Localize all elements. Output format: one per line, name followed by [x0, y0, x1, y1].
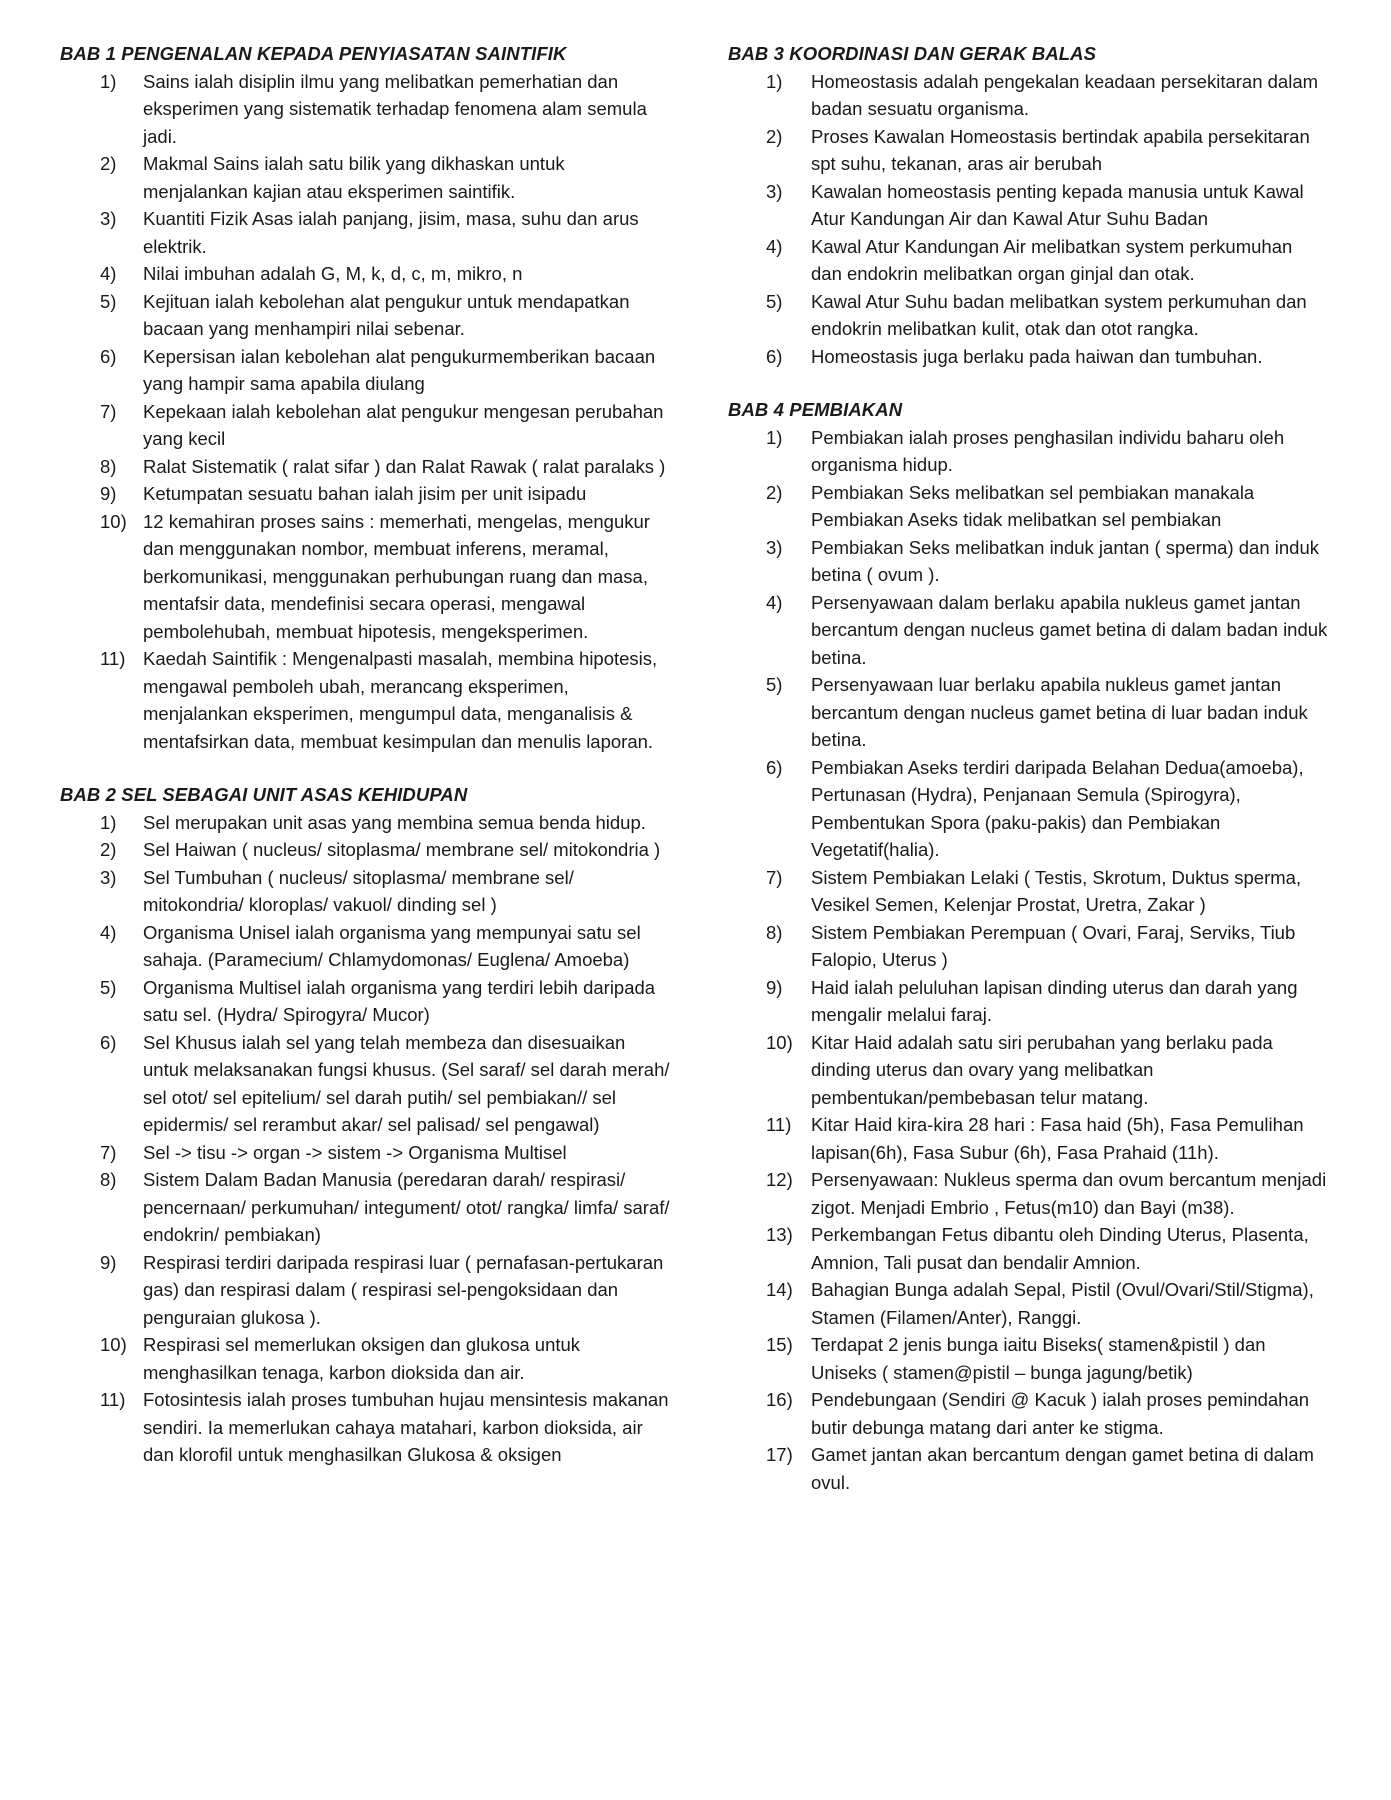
item-text: Sel merupakan unit asas yang membina semua benda hidup.: [143, 811, 646, 833]
chapter-section: [60, 781, 670, 1469]
item-text: Kawal Atur Suhu badan melibatkan system perkumuhan dan endokrin melibatkan kulit, otak dan otot rangka.: [811, 290, 1307, 339]
item-number: 3): [100, 866, 117, 888]
list-item: [60, 68, 670, 151]
list-item: [60, 508, 670, 646]
item-text: Pembiakan Seks melibatkan sel pembiakan manakala Pembiakan Aseks tidak melibatkan sel pembiakan: [811, 481, 1255, 530]
list-item: [728, 1166, 1328, 1221]
list-item: [60, 864, 670, 919]
list-item: [728, 671, 1328, 754]
list-item: [60, 398, 670, 453]
item-text: Sel Haiwan ( nucleus/ sitoplasma/ membrane sel/ mitokondria ): [143, 839, 661, 860]
item-number: 3): [766, 180, 783, 202]
item-number: 9): [100, 1251, 117, 1273]
chapter-section: [60, 40, 670, 755]
chapter-list: [728, 68, 1328, 371]
item-text: Organisma Multisel ialah organisma yang terdiri lebih daripada satu sel. (Hydra/ Spirogyra/ Mucor): [143, 976, 656, 1025]
list-item: [728, 974, 1328, 1029]
list-item: [60, 1386, 670, 1469]
item-number: 17): [766, 1444, 793, 1465]
item-number: 5): [100, 976, 117, 998]
item-number: 14): [766, 1279, 793, 1300]
item-number: 13): [766, 1224, 793, 1245]
list-item: [728, 233, 1328, 288]
list-item: [60, 1139, 670, 1167]
item-text: Persenyawaan: Nukleus sperma dan ovum bercantum menjadi zigot. Menjadi Embrio , Fetus(m10) dan Bayi (m38).: [811, 1169, 1327, 1218]
list-item: [728, 343, 1328, 371]
item-text: Fotosintesis ialah proses tumbuhan hujau mensintesis makanan sendiri. Ia memerlukan cahaya matahari, karbon dioksida, air dan klorofil untuk menghasilkan Glukosa & oksigen: [143, 1389, 669, 1465]
item-number: 10): [100, 510, 127, 532]
list-item: [728, 479, 1328, 534]
list-item: [60, 1166, 670, 1249]
item-text: Sel Tumbuhan ( nucleus/ sitoplasma/ membrane sel/ mitokondria/ kloroplas/ vakuol/ dinding sel ): [143, 866, 574, 915]
list-item: [728, 1441, 1328, 1496]
item-number: 9): [766, 976, 783, 998]
item-number: 4): [766, 591, 783, 613]
item-number: 7): [100, 400, 117, 422]
item-number: 4): [766, 235, 783, 257]
item-text: Kitar Haid kira-kira 28 hari : Fasa haid (5h), Fasa Pemulihan lapisan(6h), Fasa Subur (6h), Fasa Prahaid (11h).: [811, 1114, 1304, 1163]
item-text: Haid ialah peluluhan lapisan dinding uterus dan darah yang mengalir melalui faraj.: [811, 976, 1298, 1025]
chapter-list: [60, 68, 670, 756]
list-item: [60, 1029, 670, 1139]
item-number: 2): [100, 153, 117, 174]
item-number: 1): [766, 70, 783, 92]
list-item: [60, 205, 670, 260]
item-number: 11): [766, 1114, 792, 1135]
item-text: Respirasi terdiri daripada respirasi luar ( pernafasan-pertukaran gas) dan respirasi dalam ( respirasi sel-pengoksidaan dan penguraian glukosa ).: [143, 1251, 664, 1328]
chapter-title: BAB 2 SEL SEBAGAI UNIT ASAS KEHIDUPAN: [60, 784, 468, 805]
item-text: Ketumpatan sesuatu bahan ialah jisim per unit isipadu: [143, 483, 587, 504]
item-text: Pembiakan Aseks terdiri daripada Belahan Dedua(amoeba), Pertunasan (Hydra), Penjanaan Semula (Spirogyra), Pembentukan Spora (paku-pakis) dan Pembiakan Vegetatif(halia).: [811, 756, 1304, 860]
item-text: Kepekaan ialah kebolehan alat pengukur mengesan perubahan yang kecil: [143, 400, 664, 449]
item-number: 1): [100, 811, 117, 833]
list-item: [728, 1221, 1328, 1276]
item-number: 2): [100, 839, 117, 860]
list-item: [728, 1111, 1328, 1166]
list-item: [60, 974, 670, 1029]
list-item: [728, 1029, 1328, 1112]
list-item: [728, 919, 1328, 974]
item-number: 5): [766, 674, 783, 695]
item-text: Sistem Dalam Badan Manusia (peredaran darah/ respirasi/ pencernaan/ perkumuhan/ integument/ otot/ rangka/ limfa/ saraf/ endokrin/ pembiakan): [143, 1169, 670, 1245]
item-number: 10): [100, 1334, 127, 1355]
item-text: Ralat Sistematik ( ralat sifar ) dan Ralat Rawak ( ralat paralaks ): [143, 455, 666, 477]
item-text: Pembiakan ialah proses penghasilan individu baharu oleh organisma hidup.: [811, 426, 1285, 475]
list-item: [728, 589, 1328, 672]
chapter-section: [728, 40, 1328, 370]
item-number: 11): [100, 1389, 126, 1410]
list-item: [60, 1331, 670, 1386]
list-item: [728, 1276, 1328, 1331]
item-text: Sel Khusus ialah sel yang telah membeza dan disesuaikan untuk melaksanakan fungsi khusus. (Sel saraf/ sel darah merah/ sel otot/ sel epitelium/ sel darah putih/ sel pembiakan// sel epidermis/ sel rerambut akar/ sel palisad/ sel pengawal): [143, 1031, 670, 1135]
item-number: 8): [100, 1169, 117, 1190]
list-item: [728, 68, 1328, 123]
item-number: 9): [100, 483, 117, 504]
chapter-section: [728, 396, 1328, 1496]
item-number: 7): [100, 1141, 117, 1163]
item-number: 8): [100, 455, 117, 477]
item-text: Pendebungaan (Sendiri @ Kacuk ) ialah proses pemindahan butir debunga matang dari anter ke stigma.: [811, 1389, 1310, 1438]
list-item: [60, 1249, 670, 1332]
list-item: [728, 288, 1328, 343]
list-item: [60, 645, 670, 755]
list-item: [60, 809, 670, 837]
item-number: 12): [766, 1169, 793, 1190]
list-item: [728, 1331, 1328, 1386]
list-item: [60, 480, 670, 508]
list-item: [728, 754, 1328, 864]
item-text: Kawalan homeostasis penting kepada manusia untuk Kawal Atur Kandungan Air dan Kawal Atur Suhu Badan: [811, 180, 1304, 229]
item-number: 3): [100, 208, 117, 229]
item-number: 5): [766, 290, 783, 312]
item-text: Respirasi sel memerlukan oksigen dan glukosa untuk menghasilkan tenaga, karbon dioksida dan air.: [143, 1334, 581, 1383]
left-column: [60, 40, 670, 1800]
item-text: Homeostasis juga berlaku pada haiwan dan tumbuhan.: [811, 345, 1263, 367]
item-text: 12 kemahiran proses sains : memerhati, mengelas, mengukur dan menggunakan nombor, membuat inferens, meramal, berkomunikasi, menggunakan perhubungan ruang dan masa, mentafsir data, mendefinisi secara operasi, mengawal pembolehubah, membuat hipotesis, mengeksperimen.: [143, 510, 650, 642]
chapter-title: BAB 3 KOORDINASI DAN GERAK BALAS: [728, 43, 1097, 64]
item-number: 4): [100, 263, 117, 284]
item-text: Sistem Pembiakan Lelaki ( Testis, Skrotum, Duktus sperma, Vesikel Semen, Kelenjar Prostat, Uretra, Zakar ): [811, 866, 1302, 915]
list-item: [728, 123, 1328, 178]
item-text: Pembiakan Seks melibatkan induk jantan ( sperma) dan induk betina ( ovum ).: [811, 536, 1320, 585]
item-text: Bahagian Bunga adalah Sepal, Pistil (Ovul/Ovari/Stil/Stigma), Stamen (Filamen/Anter), Ranggi.: [811, 1279, 1314, 1328]
item-text: Homeostasis adalah pengekalan keadaan persekitaran dalam badan sesuatu organisma.: [811, 70, 1319, 119]
item-text: Sains ialah disiplin ilmu yang melibatkan pemerhatian dan eksperimen yang sistematik terhadap fenomena alam semula jadi.: [143, 70, 647, 147]
item-number: 1): [766, 426, 783, 448]
list-item: [728, 1386, 1328, 1441]
item-text: Persenyawaan dalam berlaku apabila nukleus gamet jantan bercantum dengan nucleus gamet betina di dalam badan induk betina.: [811, 591, 1328, 668]
list-item: [728, 424, 1328, 479]
list-item: [60, 150, 670, 205]
item-number: 6): [766, 756, 783, 778]
item-number: 2): [766, 481, 783, 503]
item-number: 4): [100, 921, 117, 943]
item-text: Perkembangan Fetus dibantu oleh Dinding Uterus, Plasenta, Amnion, Tali pusat dan bendalir Amnion.: [811, 1224, 1309, 1273]
chapter-list: [728, 424, 1328, 1497]
item-text: Makmal Sains ialah satu bilik yang dikhaskan untuk menjalankan kajian atau eksperimen saintifik.: [143, 153, 565, 202]
right-column: [728, 40, 1328, 1800]
item-text: Kaedah Saintifik : Mengenalpasti masalah, membina hipotesis, mengawal pemboleh ubah, merancang eksperimen, menjalankan eksperimen, mengumpul data, menganalisis & mentafsirkan data, membuat kesimpulan dan menulis laporan.: [143, 648, 658, 752]
list-item: [728, 534, 1328, 589]
item-text: Kitar Haid adalah satu siri perubahan yang berlaku pada dinding uterus dan ovary yang melibatkan pembentukan/pembebasan telur matang.: [811, 1031, 1273, 1108]
chapter-title: BAB 4 PEMBIAKAN: [728, 399, 903, 420]
chapter-title: BAB 1 PENGENALAN KEPADA PENYIASATAN SAINTIFIK: [60, 43, 567, 64]
item-number: 8): [766, 921, 783, 943]
item-text: Kepersisan ialan kebolehan alat pengukurmemberikan bacaan yang hampir sama apabila diulang: [143, 345, 656, 394]
item-number: 2): [766, 125, 783, 147]
list-item: [60, 260, 670, 288]
list-item: [60, 453, 670, 481]
item-text: Kuantiti Fizik Asas ialah panjang, jisim, masa, suhu dan arus elektrik.: [143, 208, 639, 257]
list-item: [60, 919, 670, 974]
item-text: Terdapat 2 jenis bunga iaitu Biseks( stamen&pistil ) dan Uniseks ( stamen@pistil – bunga jagung/betik): [811, 1334, 1266, 1383]
item-number: 5): [100, 290, 117, 312]
item-text: Kejituan ialah kebolehan alat pengukur untuk mendapatkan bacaan yang menhampiri nilai sebenar.: [143, 290, 630, 339]
chapter-list: [60, 809, 670, 1469]
list-item: [60, 343, 670, 398]
list-item: [60, 288, 670, 343]
item-number: 3): [766, 536, 783, 558]
item-text: Gamet jantan akan bercantum dengan gamet betina di dalam ovul.: [811, 1444, 1314, 1493]
item-number: 1): [100, 70, 117, 92]
item-text: Persenyawaan luar berlaku apabila nukleus gamet jantan bercantum dengan nucleus gamet betina di luar badan induk betina.: [811, 674, 1308, 750]
item-text: Sistem Pembiakan Perempuan ( Ovari, Faraj, Serviks, Tiub Falopio, Uterus ): [811, 921, 1296, 970]
list-item: [60, 836, 670, 864]
item-text: Organisma Unisel ialah organisma yang mempunyai satu sel sahaja. (Paramecium/ Chlamydomonas/ Euglena/ Amoeba): [143, 921, 641, 970]
item-number: 6): [100, 1031, 117, 1053]
item-number: 6): [100, 345, 117, 367]
item-number: 11): [100, 648, 126, 669]
item-text: Proses Kawalan Homeostasis bertindak apabila persekitaran spt suhu, tekanan, aras air berubah: [811, 125, 1310, 174]
item-number: 6): [766, 345, 783, 367]
item-number: 10): [766, 1031, 793, 1053]
list-item: [728, 178, 1328, 233]
item-text: Kawal Atur Kandungan Air melibatkan system perkumuhan dan endokrin melibatkan organ ginjal dan otak.: [811, 235, 1293, 284]
item-number: 15): [766, 1334, 793, 1355]
item-number: 7): [766, 866, 783, 888]
list-item: [728, 864, 1328, 919]
item-text: Sel -> tisu -> organ -> sistem -> Organisma Multisel: [143, 1141, 567, 1163]
item-number: 16): [766, 1389, 793, 1410]
item-text: Nilai imbuhan adalah G, M, k, d, c, m, mikro, n: [143, 263, 523, 284]
